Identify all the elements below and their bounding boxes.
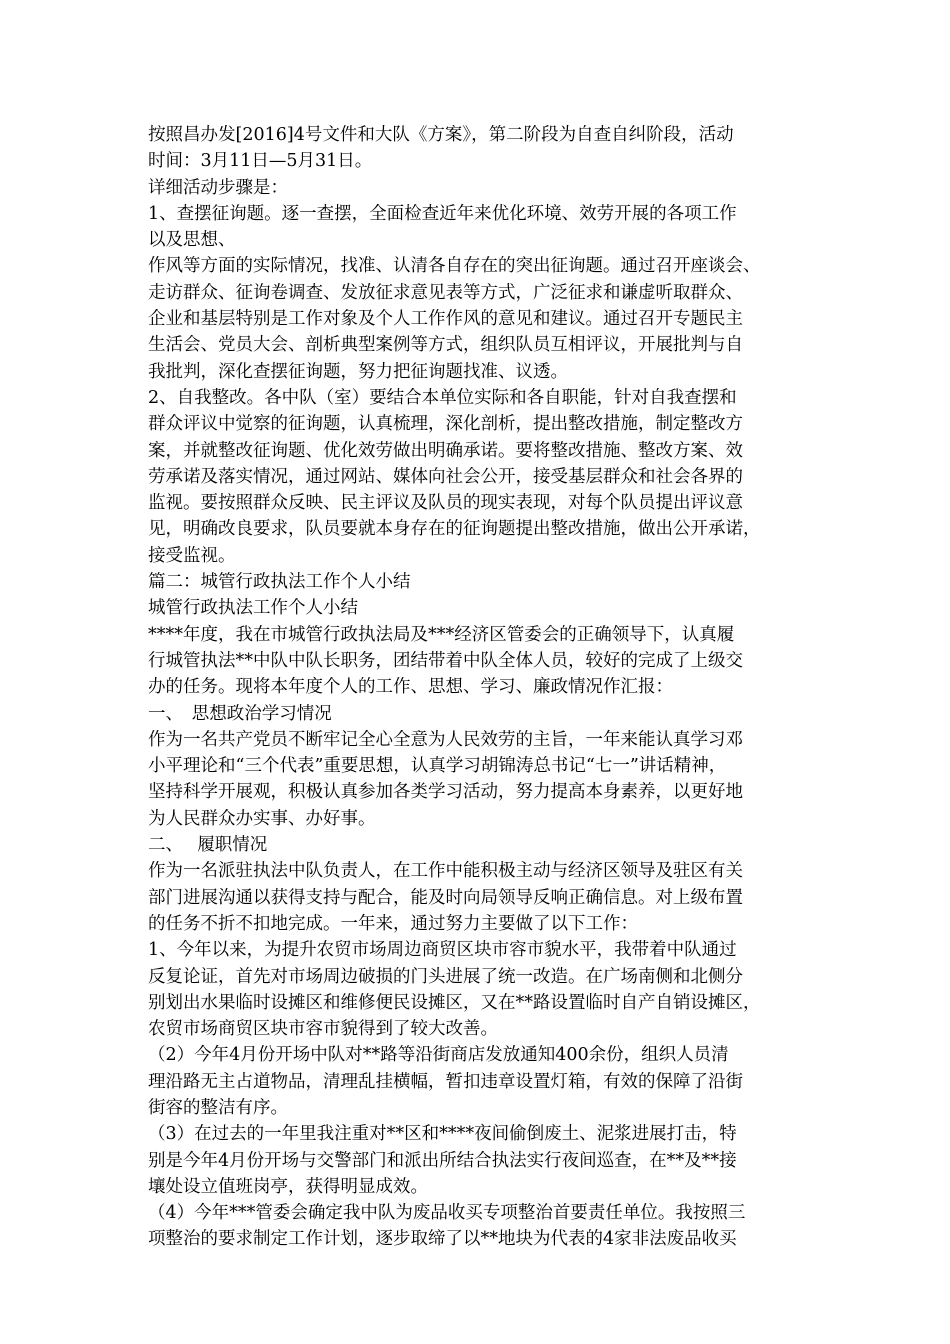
- text-line: 见，明确改良要求，队员要就本身存在的征询题提出整改措施，做出公开承诺，: [148, 519, 761, 540]
- text-line: 部门进展沟通以获得支持与配合，能及时向局领导反响正确信息。对上级布置: [148, 887, 743, 908]
- text-line: 作为一名派驻执法中队负责人，在工作中能积极主动与经济区领导及驻区有关: [148, 861, 743, 882]
- text-line: 企业和基层特别是工作对象及个人工作作风的意见和建议。通过召开专题民主: [148, 309, 743, 330]
- text-line: （2）今年4月份开场中队对**路等沿街商店发放通知400余份，组织人员清: [148, 1045, 729, 1066]
- text-line: 详细活动步骤是：: [148, 177, 288, 198]
- text-line: 监视。要按照群众反映、民主评议及队员的现实表现，对每个队员提出评议意: [148, 493, 743, 514]
- subheading: 一、 思想政治学习情况: [148, 703, 332, 724]
- text-line: 时间：3月11日—5月31日。: [148, 151, 373, 172]
- text-line: 我批判，深化查摆征询题，努力把征询题找准、议透。: [148, 361, 568, 382]
- text-line: ****年度，我在市城管行政执法局及***经济区管委会的正确领导下，认真履: [148, 624, 735, 645]
- text-line: 小平理论和“三个代表”重要思想，认真学习胡锦涛总书记“七一”讲话精神，: [148, 756, 727, 777]
- text-line: 接受监视。: [148, 545, 236, 566]
- text-line: 反复论证，首先对市场周边破损的门头进展了统一改造。在广场南侧和北侧分: [148, 966, 743, 987]
- section-title: 篇二：城管行政执法工作个人小结: [148, 572, 411, 593]
- text-line: 群众评议中觉察的征询题，认真梳理，深化剖析，提出整改措施，制定整改方: [148, 414, 743, 435]
- text-line: 按照昌办发[2016]4号文件和大队《方案》，第二阶段为自查自纠阶段，活动: [148, 125, 734, 145]
- text-line: 劳承诺及落实情况，通过网站、媒体向社会公开，接受基层群众和社会各界的: [148, 466, 743, 487]
- text-line: 作风等方面的实际情况，找准、认清各自存在的突出征询题。通过召开座谈会、: [148, 256, 761, 277]
- text-line: 1、查摆征询题。逐一查摆，全面检查近年来优化环境、效劳开展的各项工作: [148, 203, 737, 224]
- text-line: 别划出水果临时设摊区和维修便民设摊区，又在**路设置临时自产自销设摊区，: [148, 992, 761, 1013]
- text-line: 的任务不折不扣地完成。一年来，通过努力主要做了以下工作：: [148, 913, 638, 934]
- subheading: 二、 履职情况: [148, 835, 268, 856]
- text-line: 2、自我整改。各中队（室）要结合本单位实际和各自职能，针对自我查摆和: [148, 387, 737, 408]
- text-line: 农贸市场商贸区块市容市貌得到了较大改善。: [148, 1019, 498, 1040]
- text-line: 案，并就整改征询题、优化效劳做出明确承诺。要将整改措施、整改方案、效: [148, 440, 743, 461]
- text-line: 理沿路无主占道物品，清理乱挂横幅，暂扣违章设置灯箱，有效的保障了沿街: [148, 1071, 743, 1092]
- text-line: （3）在过去的一年里我注重对**区和****夜间偷倒废土、泥浆进展打击，特: [148, 1124, 737, 1145]
- text-line: 作为一名共产党员不断牢记全心全意为人民效劳的主旨，一年来能认真学习邓: [148, 729, 743, 750]
- text-line: 项整治的要求制定工作计划，逐步取缔了以**地块为代表的4家非法废品收买: [148, 1229, 737, 1250]
- text-line: 坚持科学开展观，积极认真参加各类学习活动，努力提高本身素养，以更好地: [148, 782, 743, 803]
- text-line: 以及思想、: [148, 230, 236, 251]
- text-line: 生活会、党员大会、剖析典型案例等方式，组织队员互相评议，开展批判与自: [148, 335, 743, 356]
- text-line: 壤处设立值班岗亭，获得明显成效。: [148, 1176, 428, 1197]
- article-title: 城管行政执法工作个人小结: [148, 598, 358, 619]
- text-line: 行城管执法**中队中队长职务，团结带着中队全体人员，较好的完成了上级交: [148, 650, 743, 671]
- text-line: 别是今年4月份开场与交警部门和派出所结合执法实行夜间巡查，在**及**接: [148, 1150, 737, 1171]
- text-line: 办的任务。现将本年度个人的工作、思想、学习、廉政情况作汇报：: [148, 677, 673, 698]
- text-line: 1、今年以来，为提升农贸市场周边商贸区块市容市貌水平，我带着中队通过: [148, 940, 737, 961]
- text-line: 走访群众、征询卷调查、发放征求意见表等方式，广泛征求和谦虚听取群众、: [148, 282, 743, 303]
- text-line: 街容的整洁有序。: [148, 1097, 288, 1118]
- text-line: 为人民群众办实事、办好事。: [148, 808, 376, 829]
- text-line: （4）今年***管委会确定我中队为废品收买专项整治首要责任单位。我按照三: [148, 1203, 746, 1224]
- document-body: [148, 122, 820, 1253]
